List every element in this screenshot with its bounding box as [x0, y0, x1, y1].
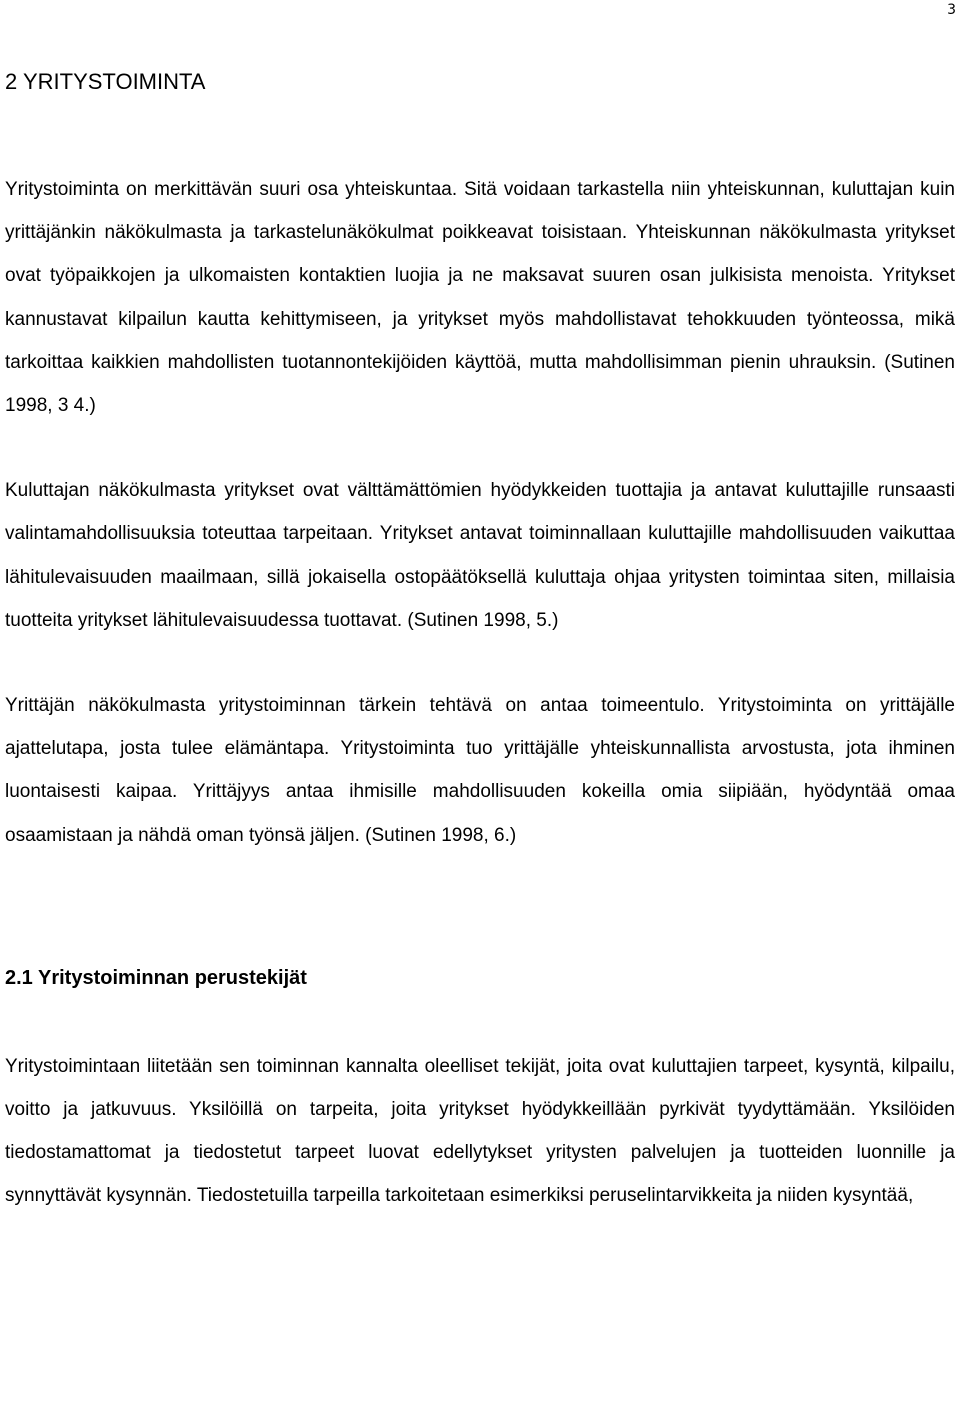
paragraph-entrepreneur-view: Yrittäjän näkökulmasta yritystoiminnan tärkein tehtävä on antaa toimeentulo. Yritystoiminta on yrittäjälle ajattelutapa, josta tulee elämäntapa. Yritystoiminta tuo yrittäjälle yhteiskunnallista arvostusta, jota ihminen luontaisesti kaipaa. Yrittäjyys antaa ihmisille mahdollisuuden kokeilla omia siipiään, hyödyntää omaa osaamistaan ja nähdä oman työnsä jäljen. (Sutinen 1998, 6.) [5, 695, 955, 846]
paragraph-consumer-view: Kuluttajan näkökulmasta yritykset ovat välttämättömien hyödykkeiden tuottajia ja antavat kuluttajille runsaasti valintamahdollisuuksia toteuttaa tarpeitaan. Yritykset antavat toiminnallaan kuluttajille mahdollisuuden vaikuttaa lähitulevaisuuden maailmaan, sillä jokaisella ostopäätöksellä kuluttaja ohjaa yritysten toimintaa siten, millaisia tuotteita yritykset lähitulevaisuudessa tuottavat. (Sutinen 1998, 5.) [5, 480, 955, 631]
page-number: 3 [947, 2, 956, 18]
spacer [5, 857, 955, 963]
section-heading: 2.1 Yritystoiminnan perustekijät [5, 966, 307, 989]
spacer [5, 427, 955, 469]
paragraph-basic-factors: Yritystoimintaan liitetään sen toiminnan kannalta oleelliset tekijät, joita ovat kuluttajien tarpeet, kysyntä, kilpailu, voitto ja jatkuvuus. Yksilöillä on tarpeita, joita yritykset hyödykkeillään pyrkivät tyydyttämään. Yksilöiden tiedostamattomat ja tiedostetut tarpeet luovat edellytykset yritysten palvelujen ja tuotteiden luonnille ja synnyttävät kysynnän. Tiedostetuilla tarpeilla tarkoitetaan esimerkiksi peruselintarvikkeita ja niiden kysyntää, [5, 1055, 955, 1207]
paragraph-society-view: Yritystoiminta on merkittävän suuri osa yhteiskuntaa. Sitä voidaan tarkastella niin yhteiskunnan, kuluttajan kuin yrittäjänkin näkökulmasta ja tarkastelunäkökulmat poikkeavat toisistaan. Yhteiskunnan näkökulmasta yritykset ovat työpaikkojen ja ulkomaisten kontaktien luojia ja ne maksavat suuren osan julkisista menoista. Yritykset kannustavat kilpailun kautta kehittymiseen, ja yritykset myös mahdollistavat tehokkuuden työnteossa, mikä tarkoittaa kaikkien mahdollisten tuotannontekijöiden käyttöä, mutta mahdollisimman pienin uhrauksin. (Sutinen 1998, 3 4.) [5, 179, 955, 417]
document-body [5, 66, 955, 1218]
spacer [5, 98, 955, 168]
spacer [5, 642, 955, 684]
spacer [5, 993, 955, 1045]
chapter-heading: 2 YRITYSTOIMINTA [5, 69, 206, 94]
